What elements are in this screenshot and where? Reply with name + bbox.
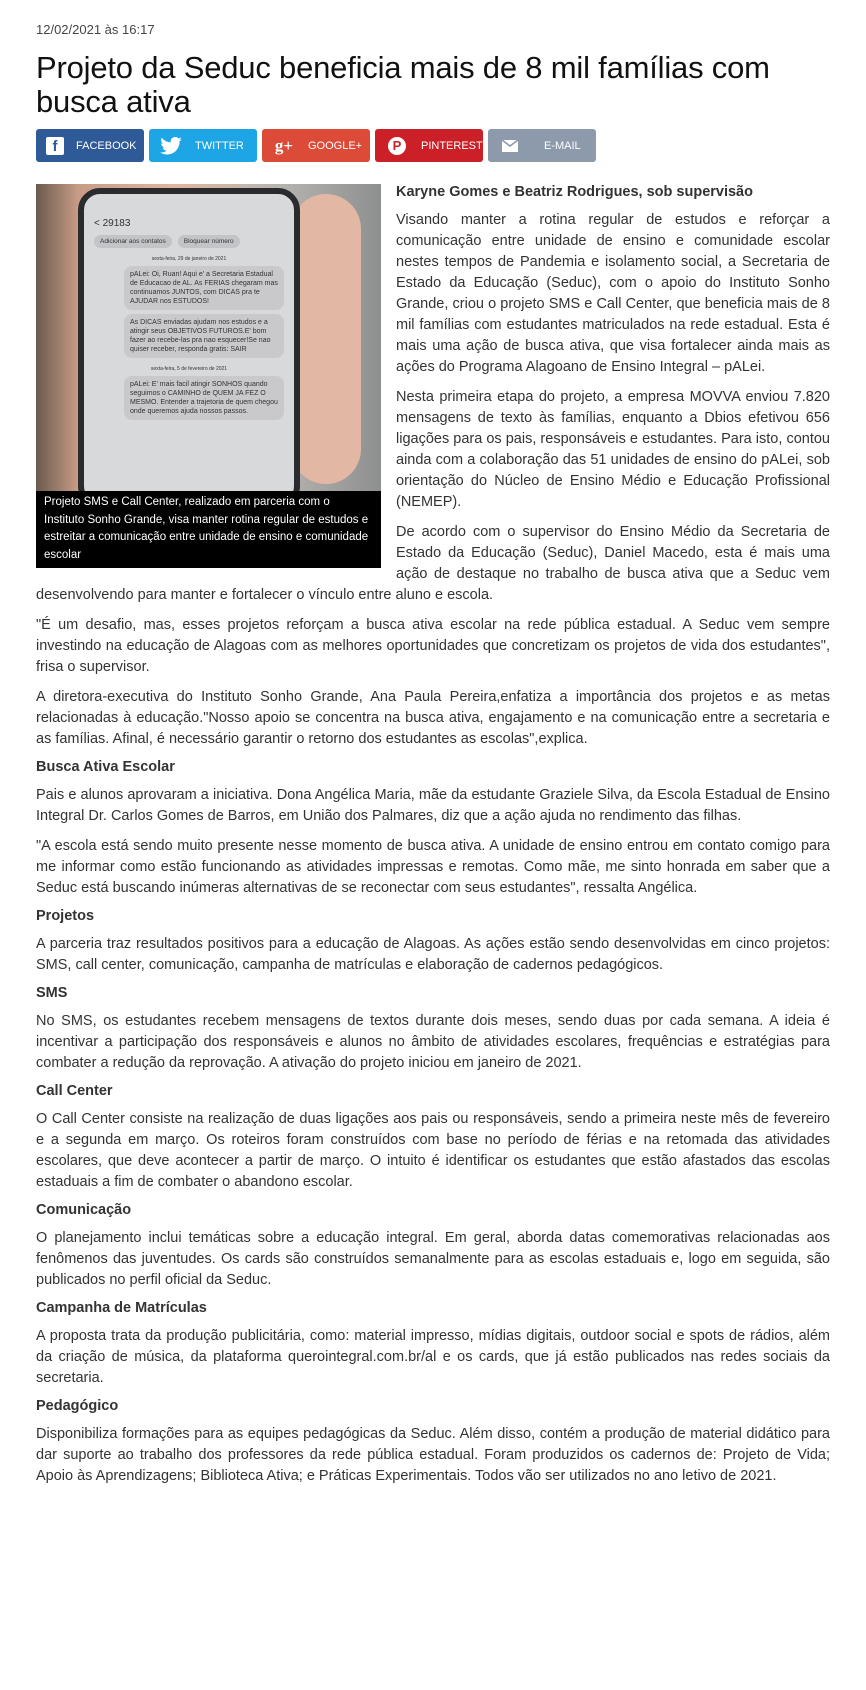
article-author: Karyne Gomes e Beatriz Rodrigues, sob supervisão: [396, 184, 753, 200]
paragraph: Visando manter a rotina regular de estudos e reforçar a comunicação entre unidade de ensino e comunidade escolar nestes tempos de Pandemia e isolamento social, a Secretaria de Estado da Educação (Seduc), com o apoio do Instituto Sonho Grande, criou o projeto SMS e Call Center, que beneficia mais de 8 mil famílias com estudantes matriculados na rede estadual. Esta é mais uma ação de busca ativa, que visa fortalecer ainda mais as ações do Programa Alagoano de Ensino Integral – pALei.: [396, 212, 830, 375]
publish-date: 12/02/2021 às 16:17: [36, 22, 155, 37]
facebook-icon: f: [46, 137, 64, 155]
twitter-icon: [159, 135, 183, 157]
section-heading: Call Center: [36, 1083, 113, 1099]
article-photo: [36, 184, 381, 491]
section-heading: Busca Ativa Escolar: [36, 759, 175, 775]
paragraph: O Call Center consiste na realização de duas ligações aos pais ou responsáveis, sendo a primeira neste mês de fevereiro e a segunda em março. Os roteiros foram construídos com base no período de férias e na retomada das atividades escolares, que deve acontecer a partir de março. O intuito é identificar os estudantes que estão afastados das escolas estaduais a fim de combater o abandono escolar.: [36, 1111, 830, 1190]
share-pinterest-button[interactable]: [375, 129, 483, 162]
paragraph: No SMS, os estudantes recebem mensagens de textos durante dois meses, sendo duas por cada semana. A ideia é incentivar a participação dos responsáveis e alunos no âmbito de atividades escolares, frequências e estratégias para combater a redução da reprovação. A ativação do projeto iniciou em janeiro de 2021.: [36, 1013, 830, 1071]
mail-icon: [498, 135, 522, 157]
share-label: TWITTER: [195, 139, 244, 152]
share-label: GOOGLE+: [308, 139, 363, 152]
section-heading: Projetos: [36, 908, 95, 924]
paragraph: O planejamento inclui temáticas sobre a educação integral. Em geral, aborda datas comemorativas relacionadas aos fenômenos das juventudes. Os cards são construídos semanalmente para as escolas estaduais e, logo em seguida, são publicados no perfil oficial da Seduc.: [36, 1230, 830, 1288]
pinterest-icon: P: [385, 135, 409, 157]
share-google-plus-button[interactable]: [262, 129, 370, 162]
paragraph: "É um desafio, mas, esses projetos reforçam a busca ativa escolar na rede pública estadual. A Seduc vem sempre investindo na educação de Alagoas com as melhores oportunidades que concretizam os projetos de vida dos estudantes", frisa o supervisor.: [36, 617, 830, 675]
share-twitter-button[interactable]: [149, 129, 257, 162]
phone-screen: < 29183 Adicionar aos contatos Bloquear número sexta-feira, 29 de janeiro de 2021 pALei: Oi, Ruan! Aqui e' a Secretaria Estadual de Educacao de AL. As FERIAS chegaram mas continuamos JUNTOS, com DICAS pra te AJUDAR nos ESTUDOS! As DICAS enviadas ajudam nos estudos e a atingir seus OBJETIVOS FUTUROS.E' bom fazer ao recebe-las pra nao esquecer!Se nao quiser receber, responda gratis: SAIR sexta-feira, 5 de fevereiro de 2021 pALei: E' mais facil atingir SONHOS quando seguimos o CAMINHO de QUEM JA FEZ O MESMO. Entender a trajetoria de quem chegou onde queremos ajuda nossos passos.: [78, 188, 300, 491]
section-heading: Pedagógico: [36, 1398, 119, 1414]
paragraph: Pais e alunos aprovaram a iniciativa. Dona Angélica Maria, mãe da estudante Graziele Silva, da Escola Estadual de Ensino Integral Dr. Carlos Gomes de Barros, em União dos Palmares, diz que a ação ajuda no rendimento das filhas.: [36, 787, 830, 824]
article-body: [36, 184, 830, 1487]
share-label: FACEBOOK: [76, 139, 137, 152]
paragraph: A diretora-executiva do Instituto Sonho Grande, Ana Paula Pereira,enfatiza a importância dos projetos e as metas relacionadas à educação."Nosso apoio se concentra na busca ativa, engajamento e na comunicação entre a secretaria e as famílias. Afinal, é necessário garantir o retorno dos estudantes as escolas",explica.: [36, 689, 830, 747]
share-facebook-button[interactable]: [36, 129, 144, 162]
paragraph: Disponibiliza formações para as equipes pedagógicas da Seduc. Além disso, contém a produção de material didático para dar suporte ao trabalho dos professores da rede pública estadual. Foram produzidos os cadernos de: Projeto de Vida; Apoio às Aprendizagens; Biblioteca Ativa; e Práticas Experimentais. Todos vão ser utilizados no ano letivo de 2021.: [36, 1426, 830, 1484]
share-label: E-MAIL: [544, 139, 581, 152]
article-figure: [36, 184, 381, 568]
paragraph: A proposta trata da produção publicitária, como: material impresso, mídias digitais, outdoor social e spots de rádios, além da criação de música, da plataforma querointegral.com.br/al e os cards, que já estão publicados nas redes sociais da secretaria.: [36, 1328, 830, 1386]
paragraph: De acordo com o supervisor do Ensino Médio da Secretaria de Estado da Educação (Seduc), Daniel Macedo, esta é mais uma ação de destaque no trabalho de busca ativa que a Seduc vem desenvolvendo para manter e fortalecer o vínculo entre aluno e escola.: [36, 524, 830, 603]
share-bar: [36, 129, 830, 162]
paragraph: A parceria traz resultados positivos para a educação de Alagoas. As ações estão sendo desenvolvidas em cinco projetos: SMS, call center, comunicação, campanha de matrículas e elaboração de cadernos pedagógicos.: [36, 936, 830, 973]
photo-caption: Projeto SMS e Call Center, realizado em parceria com o Instituto Sonho Grande, visa manter rotina regular de estudos e estreitar a comunicação entre unidade de ensino e comunidade escolar: [36, 491, 381, 568]
share-email-button[interactable]: [488, 129, 596, 162]
google-plus-icon: g+: [274, 135, 294, 155]
paragraph: "A escola está sendo muito presente nesse momento de busca ativa. A unidade de ensino entrou em contato comigo para me informar como estão funcionando as atividades impressas e remotas. Como mãe, me sinto honrada em saber que a Seduc está buscando inúmeras alternativas de se reconectar com seus estudantes", ressalta Angélica.: [36, 838, 830, 896]
section-heading: Comunicação: [36, 1202, 132, 1218]
paragraph: Nesta primeira etapa do projeto, a empresa MOVVA enviou 7.820 mensagens de texto às famílias, enquanto a Dbios efetivou 656 ligações para os pais, responsáveis e estudantes. Para isto, contou ainda com a colaboração das 51 unidades de ensino do pALei, sob orientação do Núcleo de Ensino Médio e Educação Profissional (NEMEP).: [396, 389, 830, 510]
section-heading: SMS: [36, 985, 68, 1001]
section-heading: Campanha de Matrículas: [36, 1300, 207, 1316]
article-title: Projeto da Seduc beneficia mais de 8 mil famílias com busca ativa: [36, 50, 770, 119]
share-label: PINTEREST: [421, 139, 483, 152]
